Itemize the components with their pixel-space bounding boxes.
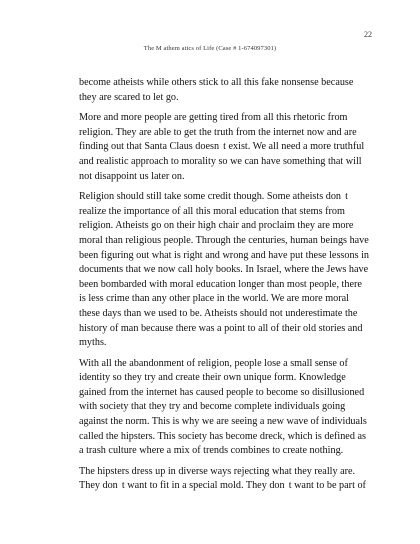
paragraph: With all the abandonment of religion, people lose a small sense of identity so they try and create their own unique form. Knowledge gained from the internet has caused people to become so disillusioned with society that they try and become complete individuals going against the norm. This is why we are seeing a new wave of individuals called the hipsters. This society has become dreck, which is defined as a trash culture where a mix of trends combines to create nothing.: [79, 357, 367, 457]
body-text: [79, 76, 369, 500]
paragraph: More and more people are getting tired from all this rhetoric from religion. They are able to get the truth from the internet now and are finding out that Santa Claus doesn t exist. We all need a more truthful and realistic approach to morality so we can have something that will not disappoint us later on.: [79, 112, 365, 182]
paragraph: become atheists while others stick to all this fake nonsense because they are scared to let go.: [79, 77, 354, 103]
running-header: The M athem atics of Life (Case # 1-674097301): [143, 45, 277, 52]
paragraph: Religion should still take some credit though. Some atheists don t realize the importance of all this moral education that stems from religion. Atheists go on their high chair and proclaim they are more moral than religious people. Through the centuries, human beings have been figuring out what is right and wrong and have put these lessons in documents that we now call holy books. In Israel, where the Jews have been bombarded with moral education longer than most people, there is less crime than any other place in the world. We are more moral these days than we used to be. Atheists should not underestimate the history of man because there was a point to all of their old stories and myths.: [79, 191, 370, 349]
page-number: 22: [364, 30, 372, 39]
paragraph: The hipsters dress up in diverse ways rejecting what they really are. They don t want to fit in a special mold. They don t want to be part of: [79, 465, 366, 492]
